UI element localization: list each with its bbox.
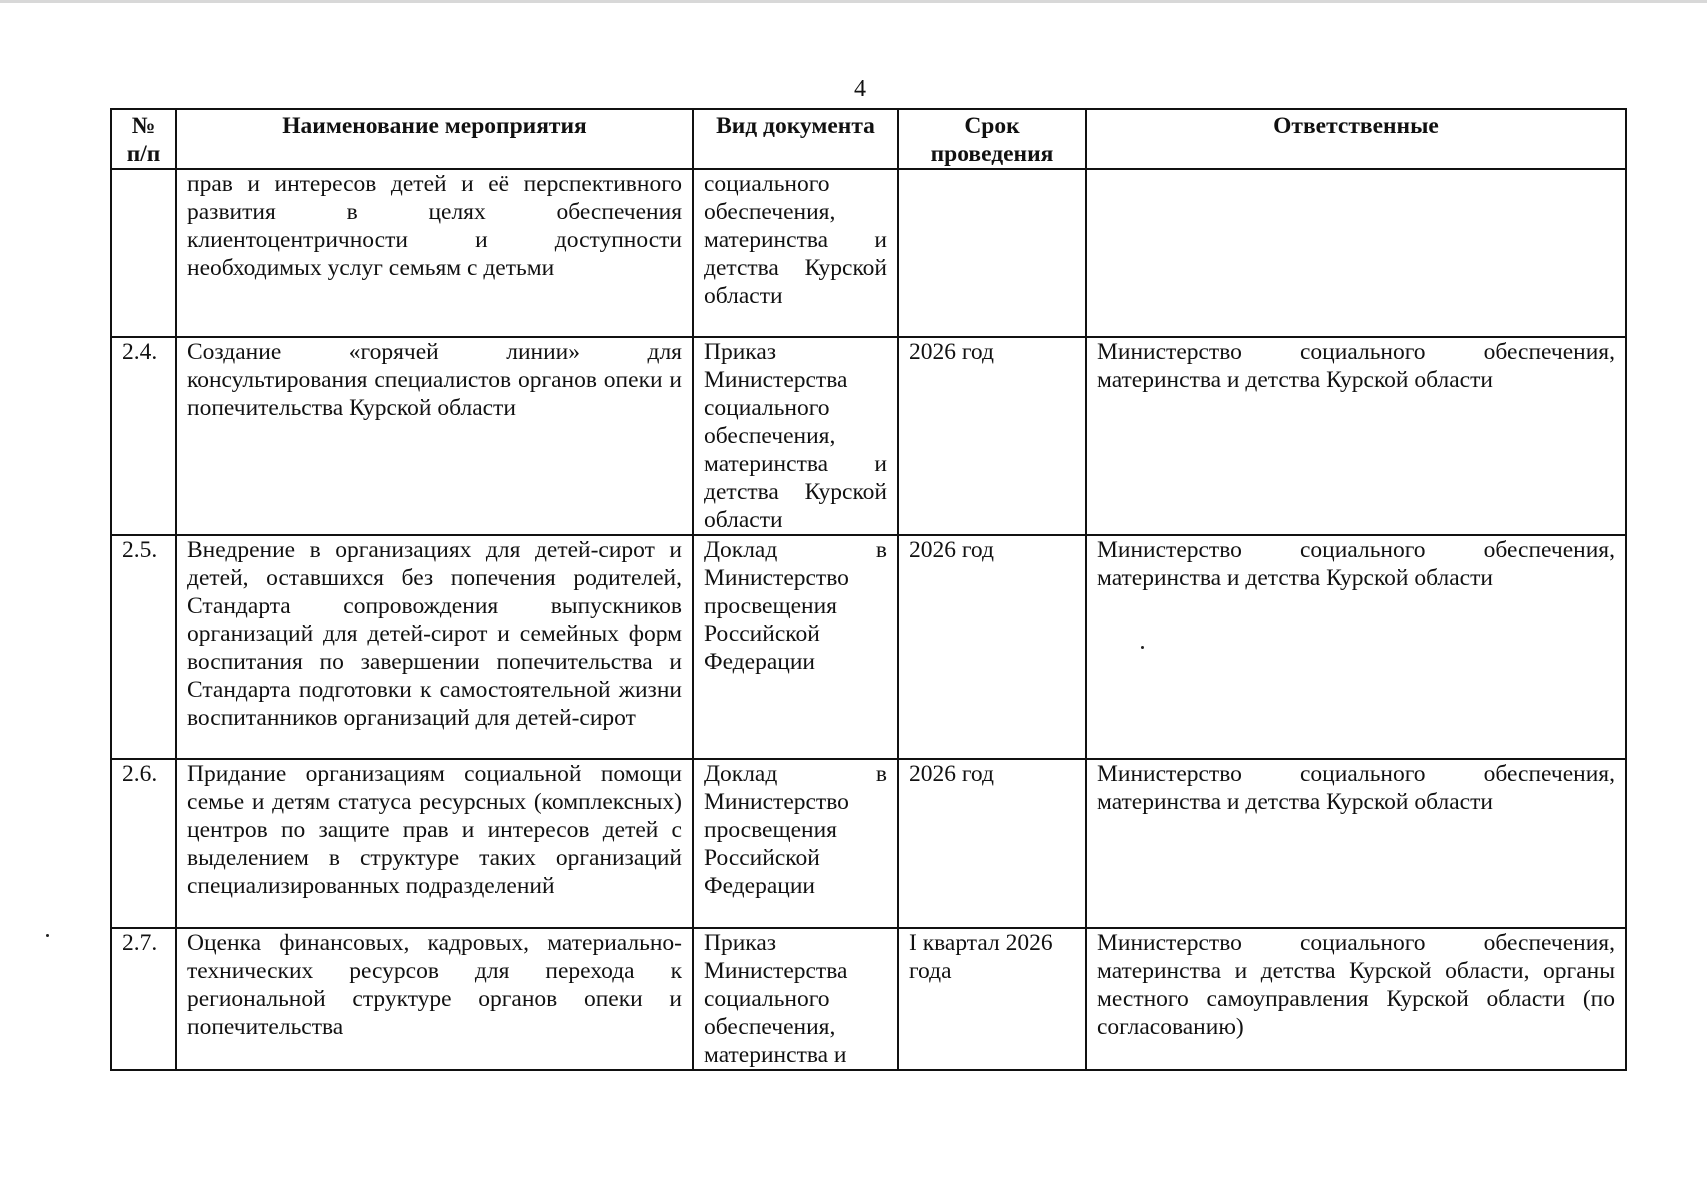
header-responsible: Ответственные [1086,109,1626,169]
row-responsible: Министерство социального обеспечения, материнства и детства Курской области [1086,337,1626,535]
scan-edge [0,0,1707,3]
table-row [111,759,1626,928]
row-name: Создание «горячей линии» для консультирования специалистов органов опеки и попечительства Курской области [176,337,693,535]
table-row [111,169,1626,337]
row-responsible [1086,169,1626,337]
row-num [111,169,176,337]
row-term: 2026 год [898,535,1086,759]
row-doc-type: социального обеспечения, материнства и детства Курской области [693,169,898,337]
table-row [111,535,1626,759]
header-num: № п/п [111,109,176,169]
row-term: 2026 год [898,337,1086,535]
row-responsible: Министерство социального обеспечения, материнства и детства Курской области [1086,759,1626,928]
row-doc-type: Доклад в Министерство просвещения Российской Федерации [693,759,898,928]
header-doc-type: Вид документа [693,109,898,169]
table-row [111,337,1626,535]
row-name: Оценка финансовых, кадровых, материально-технических ресурсов для перехода к региональной структуре органов опеки и попечительства [176,928,693,1070]
row-num: 2.6. [111,759,176,928]
row-num: 2.7. [111,928,176,1070]
row-doc-type: Приказ Министерства социального обеспечения, материнства и [693,928,898,1070]
row-responsible: Министерство социального обеспечения, материнства и детства Курской области, органы местного самоуправления Курской области (по согласованию) [1086,928,1626,1070]
header-name: Наименование мероприятия [176,109,693,169]
row-name: Внедрение в организациях для детей-сирот и детей, оставшихся без попечения родителей, Стандарта сопровождения выпускников организаций для детей-сирот и семейных форм воспитания по завершении попечительства и Стандарта подготовки к самостоятельной жизни воспитанников организаций для детей-сирот [176,535,693,759]
table-header-row [111,109,1626,169]
scan-speck [46,934,49,937]
row-name: Придание организациям социальной помощи семье и детям статуса ресурсных (комплексных) центров по защите прав и интересов детей с выделением в структуре таких организаций специализированных подразделений [176,759,693,928]
row-num: 2.5. [111,535,176,759]
row-doc-type: Доклад в Министерство просвещения Российской Федерации [693,535,898,759]
row-doc-type: Приказ Министерства социального обеспечения, материнства и детства Курской области [693,337,898,535]
page-number: 4 [854,76,866,102]
header-term: Срок проведения [898,109,1086,169]
scan-speck [1141,646,1144,649]
row-term: 2026 год [898,759,1086,928]
table-row [111,928,1626,1070]
row-term: I квартал 2026 года [898,928,1086,1070]
row-term [898,169,1086,337]
row-name: прав и интересов детей и её перспективного развития в целях обеспечения клиентоцентричности и доступности необходимых услуг семьям с детьми [176,169,693,337]
row-num: 2.4. [111,337,176,535]
events-table [110,108,1627,1071]
row-responsible: Министерство социального обеспечения, материнства и детства Курской области [1086,535,1626,759]
